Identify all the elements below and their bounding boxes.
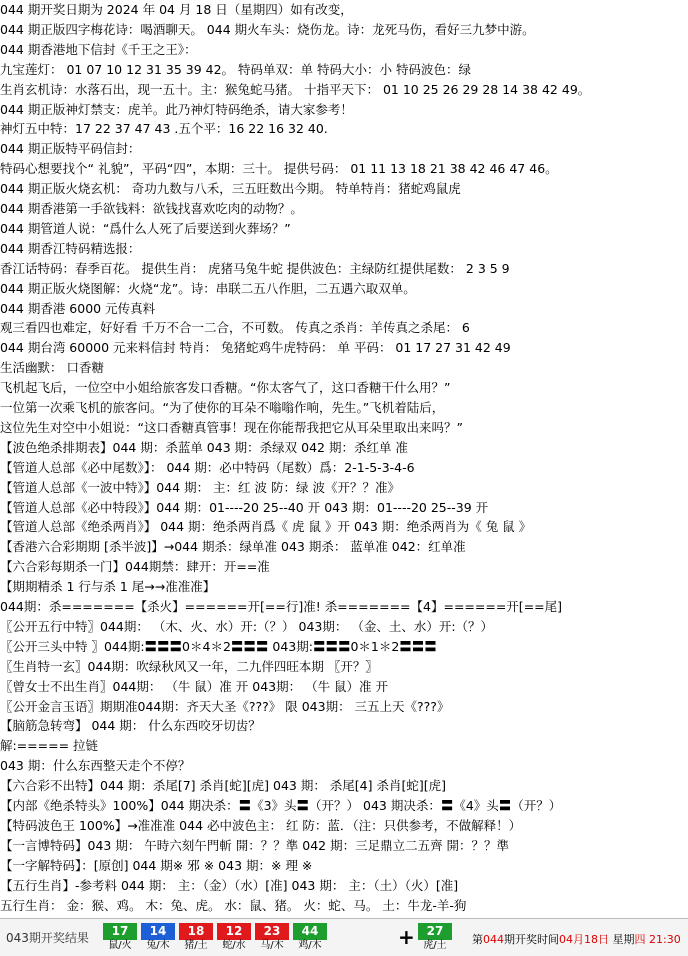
ball-zodiac: 虎/土 [423, 940, 447, 951]
text-line: 〖公开金言玉语〗期期准044期：齐天大圣《???》 限 043期： 三五上天《???》 [0, 698, 450, 714]
text-line: 【五行生肖】-参考料 044 期： 主：（金）（水）[准] 043 期： 主：（土）（火）[准] [0, 877, 459, 893]
text-line: 解:===== 拉链 [0, 738, 99, 754]
text-line: 一位第一次乘飞机的旅客问。“为了使你的耳朵不嗡嗡作响，先生。”飞机着陆后， [0, 400, 445, 415]
ball-number: 44 [293, 923, 327, 940]
text-line: 044 期开奖日期为 2024 年 04 月 18 日（星期四）如有改变， [0, 2, 353, 17]
number-ball [217, 923, 251, 952]
text-line: 044 期正版神灯禁支：虎羊。此乃神灯特码绝杀，请大家参考！ [0, 101, 353, 117]
text-line: 044 期台湾 60000 元来料信封 特肖： 兔猪蛇鸡牛虎特码： 单 平码： 01 17 27 31 42 49 [0, 340, 511, 356]
text-line: 【管道人总部《一波中特》】044 期： 主：红 波 防：绿 波《开？？准》 [0, 479, 400, 495]
ball-zodiac: 鸡/木 [298, 940, 322, 951]
number-ball [293, 923, 327, 952]
ball-number: 17 [103, 923, 137, 940]
ball-zodiac: 蛇/水 [222, 940, 246, 951]
special-number-ball [418, 923, 452, 952]
text-line: 这位先生对空中小姐说：“这口香糖真管事！现在你能帮我把它从耳朵里取出来吗？” [0, 419, 463, 435]
ball-zodiac: 马/木 [260, 940, 284, 951]
text-line: 【管道人总部《绝杀两肖》】 044 期：绝杀两肖爲《 虎 鼠 》开 043 期：绝杀两肖为《 兔 鼠 》 [0, 519, 532, 535]
ball-number: 18 [179, 923, 213, 940]
text-line: 香江话特码：春季百花。 提供生肖： 虎猪马兔牛蛇 提供波色：主绿防红提供尾数： 2 3 5 9 [0, 260, 510, 276]
text-line: 飞机起飞后，一位空中小姐给旅客发口香糖。“你太客气了，这口香糖干什么用？” [0, 380, 451, 396]
text-line: 043 期：什么东西整天走个不停？ [0, 758, 191, 774]
text-line: 【一字解特码】：[原创] 044 期※ 邪 ※ 043 期：※ 理 ※ [0, 857, 313, 873]
ball-number: 14 [141, 923, 175, 940]
ball-zodiac: 兔/木 [146, 940, 170, 951]
text-line: 【特码波色王 100%】→准准准 044 必中波色主： 红 防：蓝．（注：只供参考，不做解释！） [0, 817, 522, 833]
text-line: 神灯五中特：17 22 37 47 43 .五个平：16 22 16 32 40. [0, 121, 328, 137]
text-line: 044 期管道人说：“爲什么人死了后要送到火葬场？” [0, 220, 291, 236]
text-line: 044 期正版四字梅花诗：喝酒聊天。 044 期火车头：烧伤龙。诗：龙死马伤，看好三九梦中游。 [0, 21, 535, 37]
text-line: 044 期正版特平码信封： [0, 141, 141, 157]
ball-zodiac: 鼠/火 [108, 940, 132, 951]
text-line: 【一言博特码】043 期： 午時六刻午門斬 開：？？準 042 期：三足鼎立二五齊 開：？？準 [0, 837, 510, 853]
text-line: 044 期正版火烧图解：火烧“龙”。诗：串联二五八作胆，二五遇六取双单。 [0, 280, 416, 296]
text-line: 〖公开五行中特〗044期： （木、火、水）开:（？） 043期： （金、土、水）开:（？） [0, 618, 494, 634]
text-line: 〖公开三头中特 〗044期:〓〓〓0＊4＊2〓〓〓 043期:〓〓〓0＊1＊2〓〓〓 [0, 638, 437, 654]
text-line: 【期期精杀 1 行与杀 1 尾→→准准准】 [0, 579, 216, 595]
text-line: 【管道人总部《必中特段》】044 期：01----20 25--40 开 043 期：01----20 25--39 开 [0, 499, 489, 515]
text-line: 九宝莲灯： 01 07 10 12 31 35 39 42。 特码单双：单 特码大小：小 特码波色：绿 [0, 61, 471, 77]
ball-number: 27 [418, 923, 452, 940]
text-line: 【管道人总部《必中尾数》】： 044 期：必中特码（尾数）爲：2-1-5-3-4-6 [0, 459, 415, 475]
text-line: 〖生肖特一玄〗044期：吹绿秋风又一年，二九伴四旺本期 〖开？〗 [0, 658, 378, 674]
text-line: 【六合彩每期杀一门】044期禁：肆开：开==准 [0, 559, 270, 575]
number-ball [255, 923, 289, 952]
text-line: 【波色绝杀排期表】044 期：杀蓝单 043 期：杀绿双 042 期：杀红单 准 [0, 439, 408, 455]
text-line: 【香港六合彩期期 [杀半波]】→044 期杀：绿单准 043 期杀： 蓝单准 042：红单准 [0, 539, 466, 555]
number-ball [179, 923, 213, 952]
text-line: 044 期香港 6000 元传真料 [0, 300, 156, 316]
text-line: 特码心想要找个“ 礼貌”，平码“四”，本期：三十。 提供号码： 01 11 13 18 21 38 42 46 47 46。 [0, 161, 558, 177]
text-line: 观三看四也难定，好好看 千万不合一二合，不可数。 传真之杀肖：羊传真之杀尾： 6 [0, 320, 470, 336]
ball-zodiac: 猪/土 [184, 940, 208, 951]
text-line: 044 期香江特码精选报： [0, 240, 141, 256]
text-line: 044期：杀=======【杀火】======开[==行]准! 杀=======【4】======开[==尾] [0, 599, 563, 614]
text-line: 生活幽默： 口香糖 [0, 360, 104, 376]
text-line: 【脑筋急转弯】 044 期： 什么东西咬牙切齿？ [0, 718, 261, 734]
special-plus-sign: + [398, 925, 415, 949]
draw-result-label: 043期开奖结果 [6, 931, 89, 945]
ball-number: 12 [217, 923, 251, 940]
draw-result-bar [0, 918, 688, 956]
text-line: 044 期正版火烧玄机： 奇功九数与八禾，三五旺数出今期。 特单特肖：猪蛇鸡鼠虎 [0, 181, 461, 197]
text-line: 生肖玄机诗：水落石出，现一五十。主：猴兔蛇马猪。 十指平天下： 01 10 25 26 29 28 14 38 42 49。 [0, 81, 591, 97]
text-line: 【内部《绝杀特头》100%】044 期决杀：〓《3》头〓（开？） 043 期决杀：〓《4》头〓（开？） [0, 798, 562, 813]
number-ball [103, 923, 137, 952]
number-ball [141, 923, 175, 952]
text-line: 044 期香港第一手欲钱料：欲钱找喜欢吃肉的动物？。 [0, 201, 303, 216]
text-line: 五行生肖： 金：猴、鸡。 木：兔、虎。 水：鼠、猪。 火：蛇、马。 土：牛龙-羊-狗 [0, 897, 467, 913]
text-line: 044 期香港地下信封《千王之王》： [0, 41, 197, 57]
ball-number: 23 [255, 923, 289, 940]
next-draw-time: 第044期开奖时间04月18日 星期四 21:30 [472, 933, 681, 946]
text-line: 〖曾女士不出生肖〗044期： （牛 鼠）准 开 043期： （牛 鼠）准 开 [0, 678, 389, 694]
text-line: 【六合彩不出特】044 期：杀尾[7] 杀肖[蛇][虎] 043 期： 杀尾[4] 杀肖[蛇][虎] [0, 778, 446, 794]
